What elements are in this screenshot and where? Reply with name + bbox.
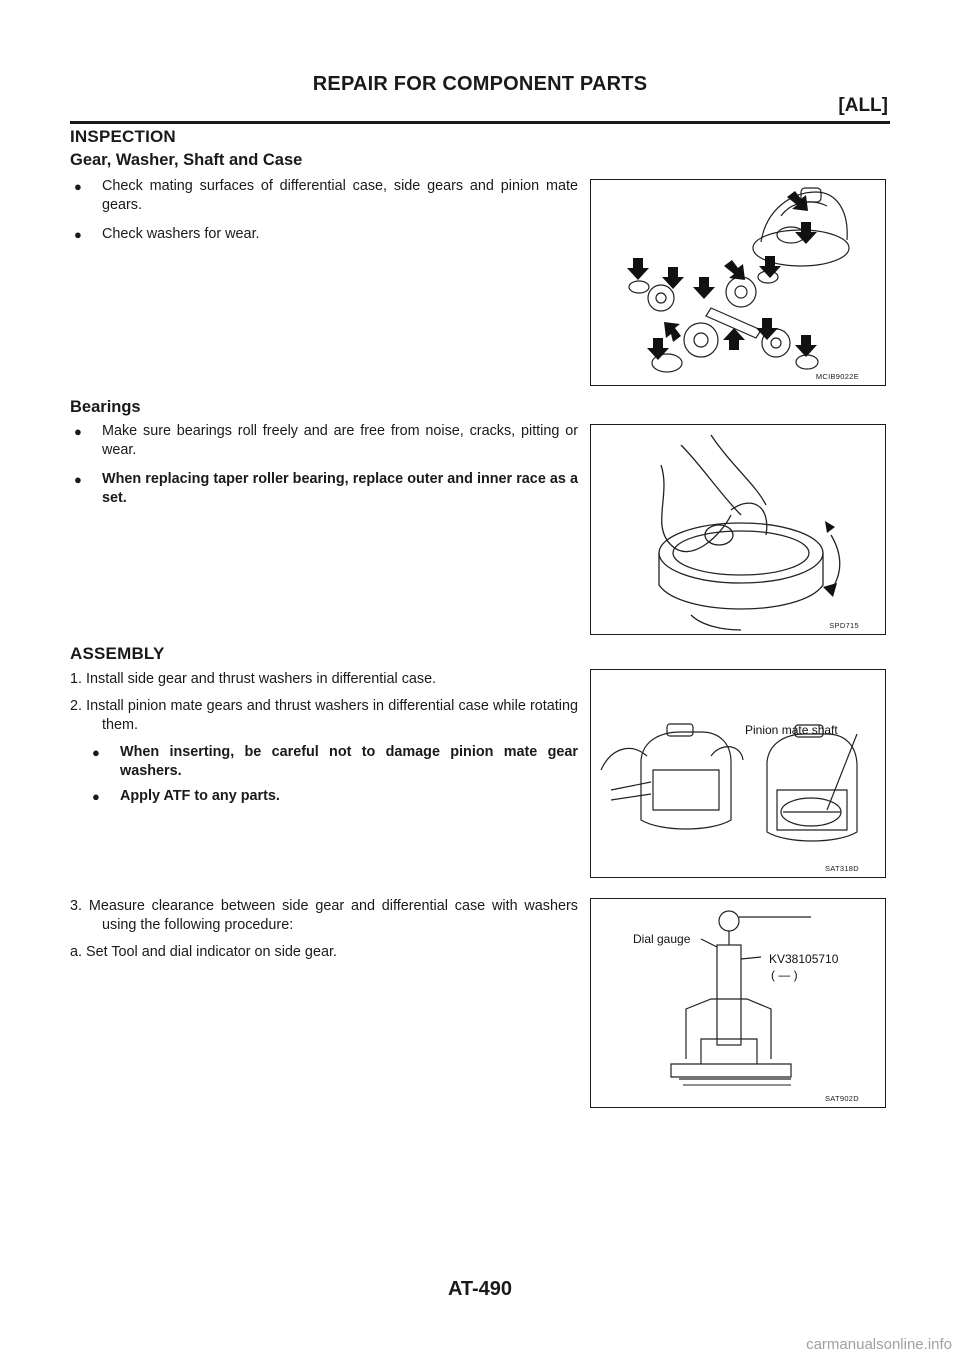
tool-number-label: KV38105710 [769,952,839,966]
assembly-steps [70,670,578,806]
assembly-step-3-block [70,897,578,962]
bearing-hand-illustration [591,425,887,636]
figure-code: SAT902D [824,1094,859,1103]
figure-code: SAT318D [824,864,859,873]
gear-inspection-list [70,177,578,244]
tool-number-sub-label: ( — ) [771,968,798,982]
pinion-mate-illustration [591,670,887,879]
bearings-bullet-1: ● Make sure bearings roll freely and are free from noise, cracks, pitting or wear. [74,423,578,458]
dial-gauge-illustration [591,899,887,1109]
bullet-icon: ● [74,179,82,194]
differential-parts-illustration [591,180,887,387]
bullet-icon: ● [74,424,82,439]
assembly-heading: ASSEMBLY [70,644,165,663]
assembly-step-3: 3. Measure clearance between side gear and differential case with washers using the following procedure: [70,898,578,933]
bearings-list [70,422,578,508]
page-header-title: REPAIR FOR COMPONENT PARTS [312,73,648,95]
pinion-mate-shaft-label: Pinion mate shaft [745,723,838,737]
watermark: carmanualsonline.info [806,1336,952,1353]
bullet-icon: ● [92,745,100,760]
dial-gauge-figure [590,898,886,1108]
assembly-step-2: 2. Install pinion mate gears and thrust washers in differential case while rotating them. [70,698,578,733]
page-number: AT-490 [447,1278,513,1300]
assembly-step-2-bullet-1: ● When inserting, be careful not to damage pinion mate gear washers. [92,744,578,779]
bullet-icon: ● [92,789,100,804]
assembly-step-3a: a. Set Tool and dial indicator on side gear. [70,944,337,960]
bullet-icon: ● [74,227,82,242]
bearing-check-figure [590,424,886,635]
inspection-heading: INSPECTION [70,127,176,146]
dial-gauge-label: Dial gauge [633,932,691,946]
gear-washer-subheading: Gear, Washer, Shaft and Case [70,151,303,169]
page-header-section: [ALL] [838,95,888,116]
differential-parts-figure [590,179,886,386]
assembly-step-2-bullet-2: ● Apply ATF to any parts. [92,788,280,804]
figure-code: MCIB9022E [815,372,859,381]
gear-bullet-1: ● Check mating surfaces of differential case, side gears and pinion mate gears. [74,178,578,213]
assembly-step-1: 1. Install side gear and thrust washers in differential case. [70,671,437,687]
bearings-bullet-2: ● When replacing taper roller bearing, replace outer and inner race as a set. [74,471,578,506]
bullet-icon: ● [74,472,82,487]
figure-code: SPD715 [829,621,859,630]
header-divider [70,121,890,124]
bearings-subheading: Bearings [70,398,141,416]
gear-bullet-2: ● Check washers for wear. [74,226,260,242]
pinion-mate-figure [590,669,886,878]
